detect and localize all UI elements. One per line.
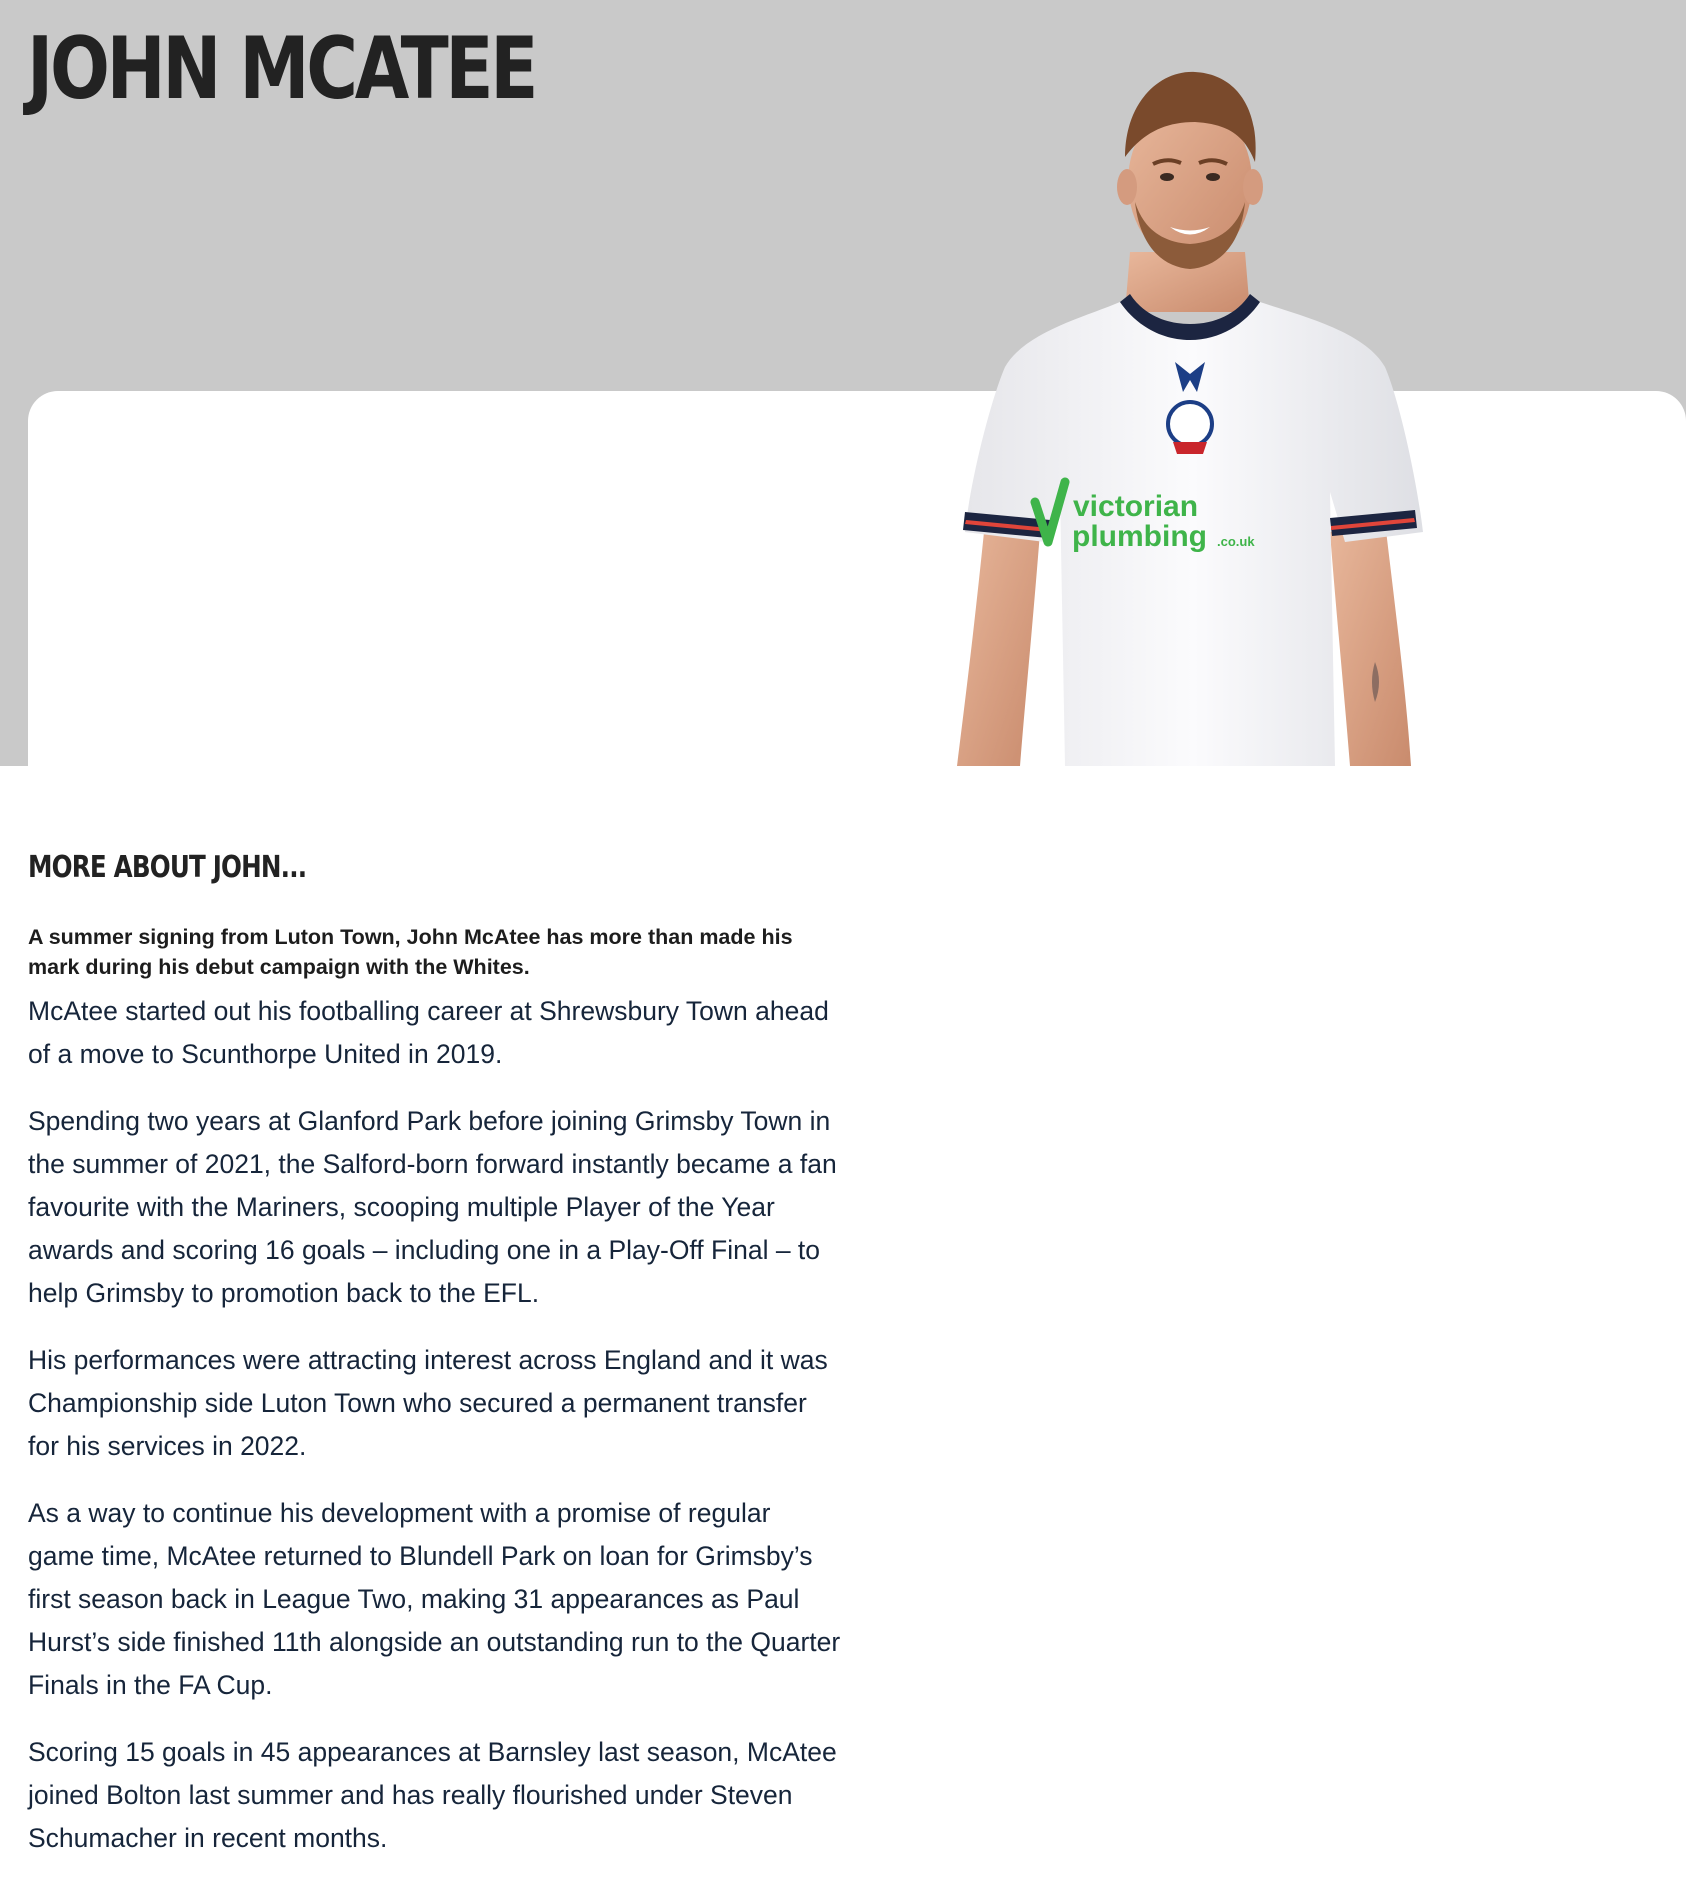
body-paragraph: Spending two years at Glanford Park before joining Grimsby Town in the summer of 2021, the Salford-born forward instantly became a fan favourite with the Mariners, scooping multiple Player of the Year awards and scoring 16 goals – including one in a Play-Off Final – to help Grimsby to promotion back to the EFL. [28,1106,837,1308]
body-paragraph: As a way to continue his development with a promise of regular game time, McAtee returned to Blundell Park on loan for Grimsby’s first season back in League Two, making 31 appearances as Paul Hurst’s side finished 11th alongside an outstanding run to the Quarter Finals in the FA Cup. [28,1498,841,1700]
hero-card [28,391,1686,766]
player-hero [0,0,1686,766]
about-section [28,850,843,1884]
player-photo [945,62,1435,766]
body-paragraph: His performances were attracting interest across England and it was Championship side Luton Town who secured a permanent transfer for his services in 2022. [28,1345,828,1461]
shirt-sponsor-line1: victorian [1073,490,1199,523]
section-heading: MORE ABOUT JOHN... [28,850,307,885]
player-name: JOHN MCATEE [27,19,536,119]
shirt-sponsor-suffix: .co.uk [1217,534,1255,549]
shirt-sponsor-line2: plumbing [1072,520,1207,553]
body-paragraph: McAtee started out his footballing career at Shrewsbury Town ahead of a move to Scunthorpe United in 2019. [28,996,829,1069]
body-paragraph: Scoring 15 goals in 45 appearances at Barnsley last season, McAtee joined Bolton last summer and has really flourished under Steven Schumacher in recent months. [28,1737,837,1853]
intro-paragraph: A summer signing from Luton Town, John McAtee has more than made his mark during his debut campaign with the Whites. [28,925,793,979]
